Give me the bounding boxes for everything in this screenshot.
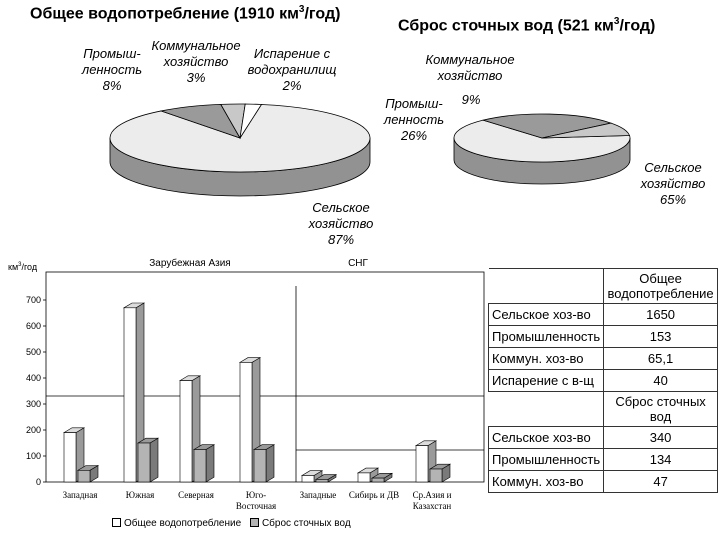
y-tick-label: 500 — [25, 347, 41, 357]
wastewater-title: Сброс сточных вод (521 $км^3/год$) — [398, 16, 656, 35]
category-label: Юго- — [245, 490, 267, 500]
category-label: Западные — [299, 490, 337, 500]
total-consumption-title: Общее водопотребление (1910 $км^3/год$) — [30, 4, 341, 23]
pie2-label-communal-pct: 9% — [461, 92, 481, 107]
table-row: Сельское хоз-во 340 — [489, 427, 718, 449]
y-tick-label: 100 — [25, 451, 41, 461]
table-row: Испарение с в-щ 40 — [489, 370, 718, 392]
y-tick-label: 0 — [35, 477, 41, 487]
category-label: Южная — [125, 490, 155, 500]
legend-item-total: Общее водопотребление — [124, 518, 242, 529]
pie1-label-agriculture: Сельское хозяйство 87% — [308, 200, 374, 247]
table-header-row — [489, 392, 718, 427]
category-label: Северная — [178, 490, 214, 500]
table-header-row — [489, 269, 718, 304]
y-tick-label: 200 — [25, 425, 41, 435]
y-tick-label: 400 — [25, 373, 41, 383]
table-row: Промышленность 134 — [489, 449, 718, 471]
bar-wastewater-6 — [430, 464, 450, 482]
pie2-label-agriculture: Сельское хозяйство 65% — [640, 160, 706, 207]
table-header-wastewater: Сброс сточных вод — [604, 392, 718, 427]
pie2-label-industry: Промыш- ленность 26% — [383, 96, 445, 143]
category-label: Казахстан — [412, 501, 452, 511]
bar-legend — [112, 518, 351, 529]
table-header-total: Общее водопотребление — [604, 269, 718, 304]
pie2-label-communal: Коммунальное хозяйство — [425, 52, 515, 83]
bar-wastewater-3 — [254, 445, 274, 482]
y-tick-label: 300 — [25, 399, 41, 409]
y-axis-label: $км^3$/год — [8, 262, 38, 272]
pie1-label-industry: Промыш- ленность 8% — [81, 46, 143, 93]
region-label: СНГ — [348, 258, 368, 269]
y-tick-label: 700 — [25, 295, 41, 305]
pie1-label-evaporation: Испарение с водохранилищ 2% — [247, 46, 337, 93]
region-label: Зарубежная Азия — [149, 258, 231, 269]
y-tick-label: 600 — [25, 321, 41, 331]
legend-swatch-wastewater — [250, 518, 259, 527]
category-label: Сибирь и ДВ — [348, 490, 400, 500]
legend-swatch-total — [112, 518, 121, 527]
table-row: Коммун. хоз-во 65,1 — [489, 348, 718, 370]
table-row: Промышленность 153 — [489, 326, 718, 348]
data-table — [488, 268, 718, 493]
legend-item-wastewater: Сброс сточных вод — [261, 518, 351, 529]
bar-wastewater-2 — [194, 445, 214, 482]
category-label: Восточная — [235, 501, 277, 511]
category-label: Ср.Азия и — [412, 490, 452, 500]
category-label: Западная — [62, 490, 98, 500]
pie1-label-communal: Коммунальное хозяйство 3% — [151, 38, 241, 85]
table-row: Сельское хоз-во 1650 — [489, 304, 718, 326]
bar-wastewater-1 — [138, 438, 158, 482]
table-row: Коммун. хоз-во 47 — [489, 471, 718, 493]
